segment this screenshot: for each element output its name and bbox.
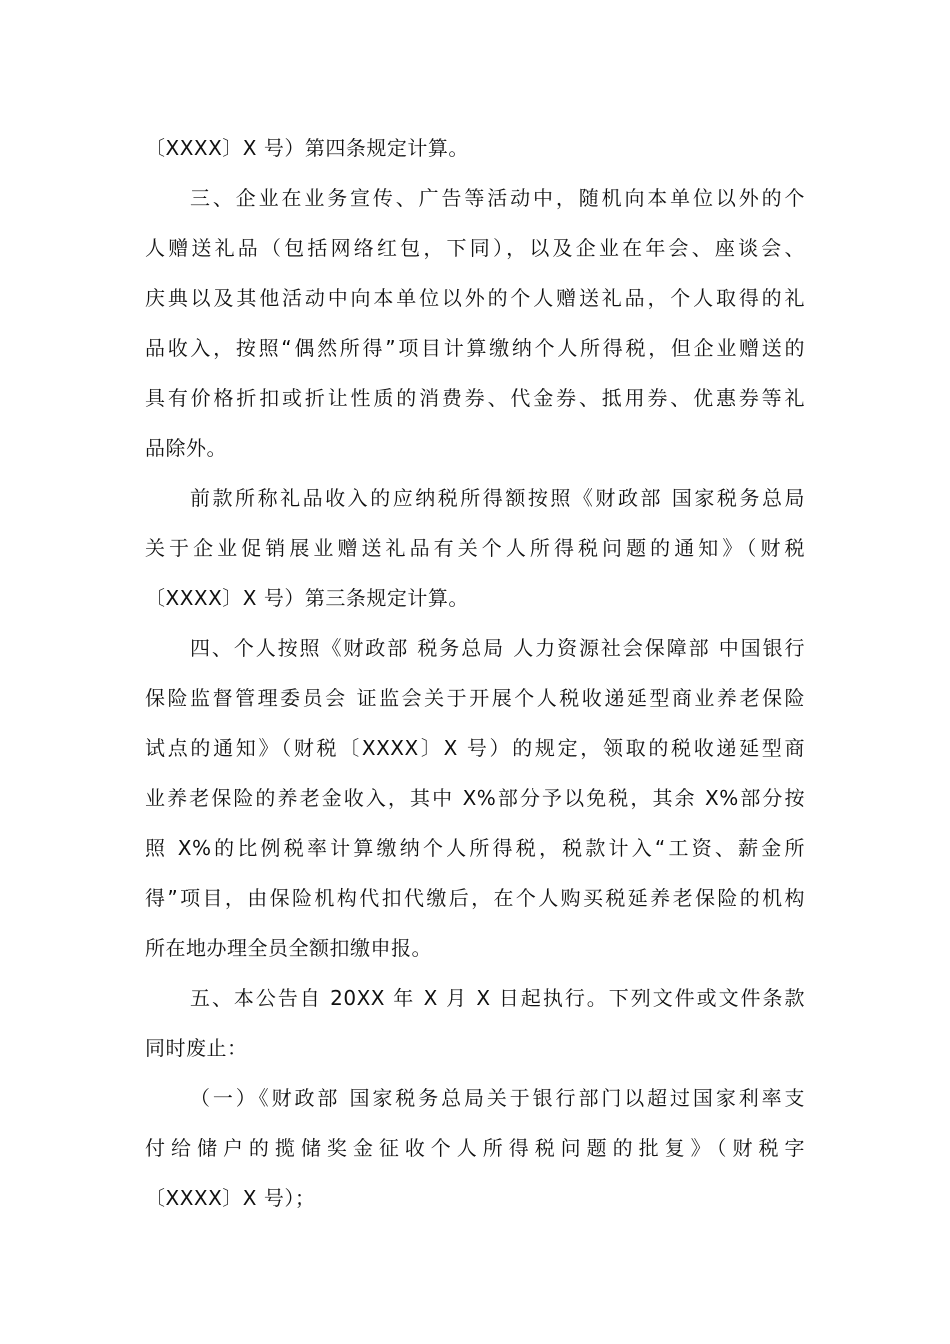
text-line: 具有价格折扣或折让性质的消费券、代金券、抵用券、优惠券等礼 <box>145 386 805 410</box>
text-line: 保险监督管理委员会 证监会关于开展个人税收递延型商业养老保险 <box>145 686 805 710</box>
text-line: 得”项目，由保险机构代扣代缴后，在个人购买税延养老保险的机构 <box>145 886 805 910</box>
text-line: 品收入，按照“偶然所得”项目计算缴纳个人所得税，但企业赠送的 <box>145 336 805 360</box>
paragraph-4-heading-line: 四、个人按照《财政部 税务总局 人力资源社会保障部 中国银行 <box>190 636 805 660</box>
text-line: 〔XXXX〕X 号）第四条规定计算。 <box>145 136 469 160</box>
text-line: 品除外。 <box>145 436 227 460</box>
paragraph-5-heading-line: 五、本公告自 20XX 年 X 月 X 日起执行。下列文件或文件条款 <box>190 986 805 1010</box>
text-line: 照 X%的比例税率计算缴纳个人所得税，税款计入“工资、薪金所 <box>145 836 805 860</box>
list-item-1-line: （一）《财政部 国家税务总局关于银行部门以超过国家利率支 <box>190 1086 805 1110</box>
text-line: 〔XXXX〕X 号）第三条规定计算。 <box>145 586 469 610</box>
text-line: 庆典以及其他活动中向本单位以外的个人赠送礼品，个人取得的礼 <box>145 286 805 310</box>
text-line: 〔XXXX〕X 号）； <box>145 1186 316 1210</box>
paragraph-gift-income-line: 前款所称礼品收入的应纳税所得额按照《财政部 国家税务总局 <box>190 486 805 510</box>
text-line: 试点的通知》（财税〔XXXX〕X 号）的规定，领取的税收递延型商 <box>145 736 805 760</box>
paragraph-3-heading-line: 三、企业在业务宣传、广告等活动中，随机向本单位以外的个 <box>190 186 805 210</box>
text-line: 同时废止： <box>145 1036 248 1060</box>
text-line: 人赠送礼品（包括网络红包，下同），以及企业在年会、座谈会、 <box>145 236 805 260</box>
text-line: 付给储户的揽储奖金征收个人所得税问题的批复》（财税字 <box>145 1136 805 1160</box>
text-line: 业养老保险的养老金收入，其中 X%部分予以免税，其余 X%部分按 <box>145 786 805 810</box>
text-line: 所在地办理全员全额扣缴申报。 <box>145 936 432 960</box>
text-line: 关于企业促销展业赠送礼品有关个人所得税问题的通知》（财税 <box>145 536 805 560</box>
